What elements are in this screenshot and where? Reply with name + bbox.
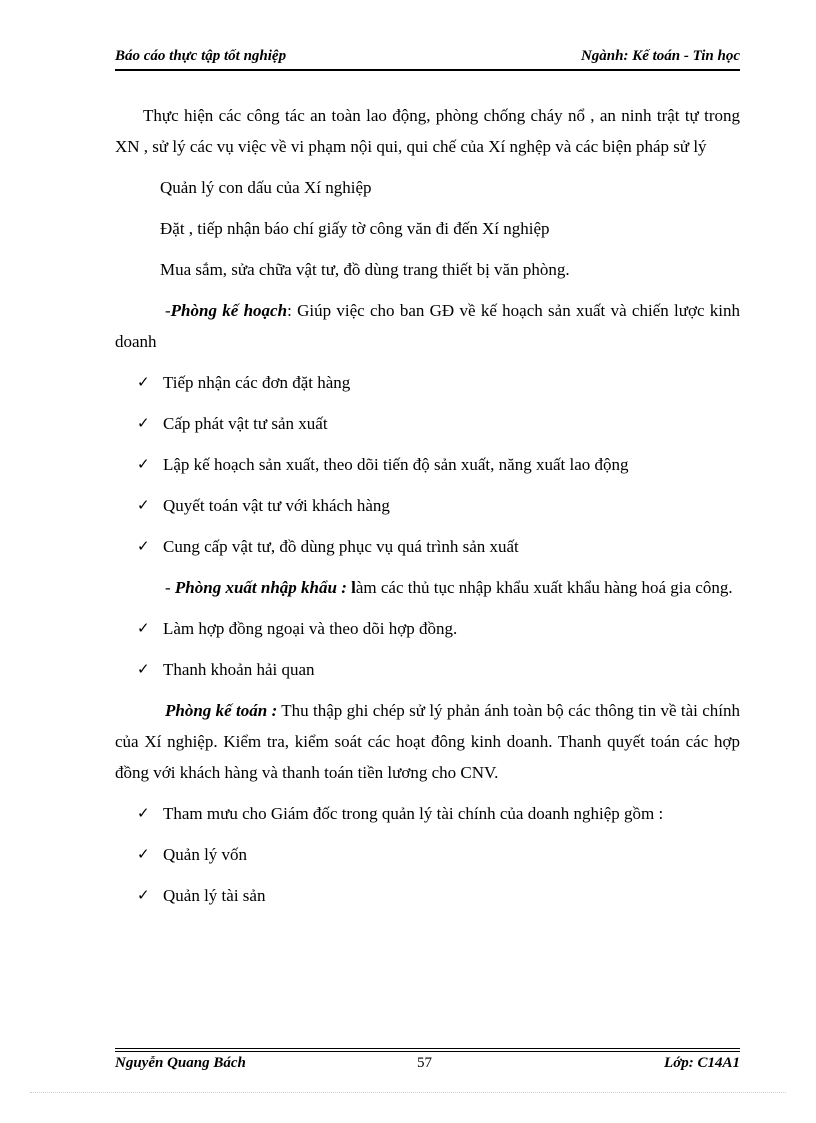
list-item xyxy=(115,654,740,685)
list-item-text: Tiếp nhận các đơn đặt hàng xyxy=(163,373,351,392)
page-bottom-dotted-line xyxy=(30,1092,786,1093)
check-mark-icon: ✓ xyxy=(137,496,150,514)
check-mark-icon: ✓ xyxy=(137,845,150,863)
list-item xyxy=(115,798,740,829)
check-mark-icon: ✓ xyxy=(137,660,150,678)
planning-prefix: - xyxy=(165,301,171,320)
header-report-title: Báo cáo thực tập tốt nghiệp xyxy=(115,48,287,64)
check-mark-icon: ✓ xyxy=(137,804,150,822)
list-item xyxy=(115,490,740,521)
accounting-dept-label: Phòng kế toán : xyxy=(165,701,278,720)
list-item-text: Quản lý tài sản xyxy=(163,886,266,905)
header-major: Ngành: Kế toán - Tin học xyxy=(580,48,740,64)
header-divider xyxy=(115,69,740,71)
page-number: 57 xyxy=(417,1055,432,1071)
paragraph-admin-duties: Thực hiện các công tác an toàn lao động, phòng chống cháy nổ , an ninh trật tự trong XN , sử lý các vụ việc về vi phạm nội qui, qui chế của Xí nghệp và các biện pháp sử lý xyxy=(115,106,740,156)
check-mark-icon: ✓ xyxy=(137,886,150,904)
page-body xyxy=(115,100,740,911)
list-item-text: Lập kế hoạch sản xuất, theo dõi tiến độ sản xuất, năng xuất lao động xyxy=(163,455,629,474)
list-item xyxy=(115,449,740,480)
list-item xyxy=(115,531,740,562)
check-mark-icon: ✓ xyxy=(137,619,150,637)
planning-dept-label: Phòng kế hoạch xyxy=(170,301,288,320)
check-mark-icon: ✓ xyxy=(137,537,150,555)
list-item xyxy=(115,613,740,644)
admin-duty-seal: Quản lý con dấu của Xí nghiệp xyxy=(160,178,372,197)
list-item-text: Thanh khoản hải quan xyxy=(163,660,315,679)
page-footer xyxy=(115,1055,740,1075)
list-item-text: Tham mưu cho Giám đốc trong quản lý tài chính của doanh nghiệp gồm : xyxy=(163,804,664,823)
admin-duty-press: Đặt , tiếp nhận báo chí giấy tờ công văn đi đến Xí nghiệp xyxy=(160,219,550,238)
list-item-text: Cung cấp vật tư, đồ dùng phục vụ quá trình sản xuất xyxy=(163,537,519,556)
planning-dept-text: : Giúp việc cho ban GĐ về kế hoạch sản xuất và chiến lược kinh doanh xyxy=(115,301,740,351)
footer-class: Lớp: C14A1 xyxy=(664,1055,740,1071)
list-item-text: Làm hợp đồng ngoại và theo dõi hợp đồng. xyxy=(163,619,458,638)
list-item xyxy=(115,408,740,439)
list-item xyxy=(115,880,740,911)
list-item xyxy=(115,367,740,398)
footer-divider-bottom xyxy=(115,1051,740,1052)
paragraph-planning-dept xyxy=(115,295,740,357)
paragraph-accounting-dept xyxy=(115,695,740,788)
import-export-dept-text: àm các thủ tục nhập khẩu xuất khẩu hàng hoá gia công. xyxy=(355,578,733,597)
check-mark-icon: ✓ xyxy=(137,414,150,432)
accounting-dept-text: Thu thập ghi chép sử lý phản ánh toàn bộ các thông tin về tài chính của Xí nghiệp. Kiểm tra, kiểm soát các hoạt đông kinh doanh. Thanh quyết toán các hợp đồng với khách hàng và thanh toán tiền lương cho CNV. xyxy=(115,701,740,782)
check-mark-icon: ✓ xyxy=(137,455,150,473)
admin-duty-procurement: Mua sắm, sửa chữa vật tư, đồ dùng trang thiết bị văn phòng. xyxy=(160,260,570,279)
import-export-prefix: - xyxy=(165,578,175,597)
list-item-text: Quản lý vốn xyxy=(163,845,248,864)
list-item xyxy=(115,839,740,870)
page-header xyxy=(115,48,740,65)
import-export-bold-letter: l xyxy=(346,578,356,597)
list-item-text: Cấp phát vật tư sản xuất xyxy=(163,414,328,433)
footer-divider-top xyxy=(115,1048,740,1049)
check-mark-icon: ✓ xyxy=(137,373,150,391)
list-item-text: Quyết toán vật tư với khách hàng xyxy=(163,496,390,515)
footer-author: Nguyễn Quang Bách xyxy=(115,1055,246,1071)
paragraph-import-export-dept xyxy=(115,572,740,603)
import-export-dept-label: Phòng xuất nhập khẩu : xyxy=(174,578,347,597)
